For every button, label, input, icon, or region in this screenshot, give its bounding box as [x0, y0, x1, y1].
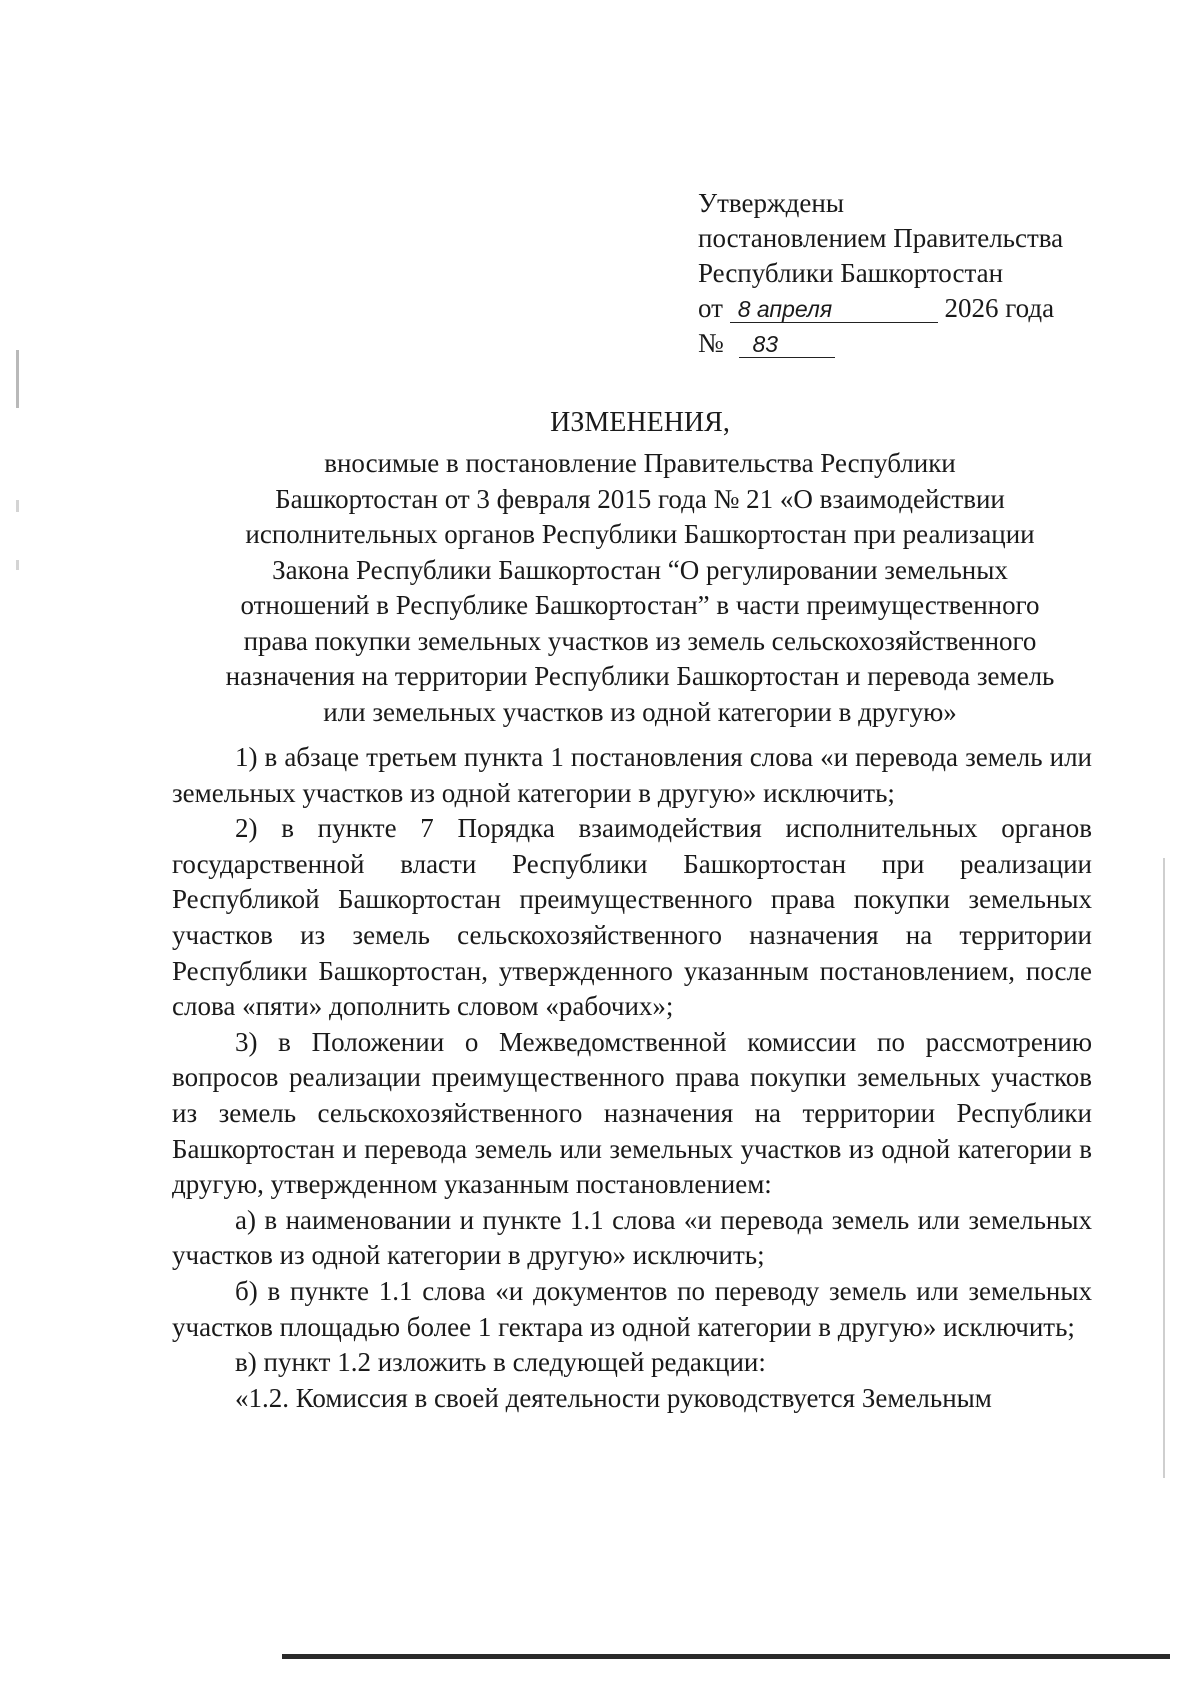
date-year: 2026 года [944, 293, 1055, 323]
approval-line: Республики Башкортостан [698, 258, 1004, 288]
subtitle-line: Башкортостан от 3 февраля 2015 года № 21 «О взаимодействии [275, 483, 1005, 514]
approval-block [698, 186, 1118, 361]
subtitle-line: Закона Республики Башкортостан “О регулировании земельных [272, 554, 1008, 585]
approval-date-field: 8 апреля [730, 296, 938, 323]
scan-artifact-mark [16, 350, 19, 408]
subtitle-line: вносимые в постановление Правительства Республики [324, 448, 956, 478]
amendment-paragraph: 3) в Положении о Межведомственной комиссии по рассмотрению вопросов реализации преимущественного права покупки земельных участков из земель сельскохозяйственного назначения на территории Республики Башкортостан и перевода земель или земельных участков из одной категории в другую, утвержденном указанным постановлением: [172, 1026, 1092, 1200]
subtitle-line: или земельных участков из одной категории в другую» [323, 696, 957, 727]
document-title: ИЗМЕНЕНИЯ, [550, 407, 730, 438]
amendment-paragraph: в) пункт 1.2 изложить в следующей редакции: [235, 1347, 766, 1378]
approval-line: Утверждены [698, 188, 844, 218]
subtitle-line: назначения на территории Республики Башкортостан и перевода земель [225, 661, 1055, 691]
number-prefix: № [698, 328, 724, 358]
amendment-paragraph: б) в пункте 1.1 слова «и документов по переводу земель или земельных участков площадью более 1 гектара из одной категории в другую» исключить; [172, 1275, 1092, 1342]
document-subtitle [190, 446, 1090, 730]
date-prefix: от [698, 293, 723, 323]
document-body [172, 740, 1092, 1416]
approval-number-field: 83 [739, 331, 835, 358]
amendment-paragraph: «1.2. Комиссия в своей деятельности руководствуется Земельным [235, 1382, 992, 1413]
subtitle-line: права покупки земельных участков из земель сельскохозяйственного [243, 625, 1037, 656]
approval-number-line [698, 326, 1118, 361]
subtitle-line: отношений в Республике Башкортостан” в части преимущественного [240, 590, 1040, 620]
amendment-paragraph: а) в наименовании и пункте 1.1 слова «и перевода земель или земельных участков из одной категории в другую» исключить; [172, 1204, 1092, 1271]
scan-artifact-mark [16, 500, 19, 512]
subtitle-line: исполнительных органов Республики Башкортостан при реализации [245, 519, 1035, 549]
approval-line: постановлением Правительства [698, 223, 1064, 253]
bottom-scan-rule [282, 1654, 1170, 1659]
approval-date-line [698, 291, 1118, 326]
scan-artifact-mark [16, 560, 19, 570]
scan-edge-line [1163, 858, 1165, 1478]
amendment-paragraph: 1) в абзаце третьем пункта 1 постановления слова «и перевода земель или земельных участков из одной категории в другую» исключить; [172, 742, 1092, 808]
amendment-paragraph: 2) в пункте 7 Порядка взаимодействия исполнительных органов государственной власти Республики Башкортостан при реализации Республикой Башкортостан преимущественного права покупки земельных участков из земель сельскохозяйственного назначения на территории Республики Башкортостан, утвержденного указанным постановлением, после слова «пяти» дополнить словом «рабочих»; [172, 813, 1092, 1022]
